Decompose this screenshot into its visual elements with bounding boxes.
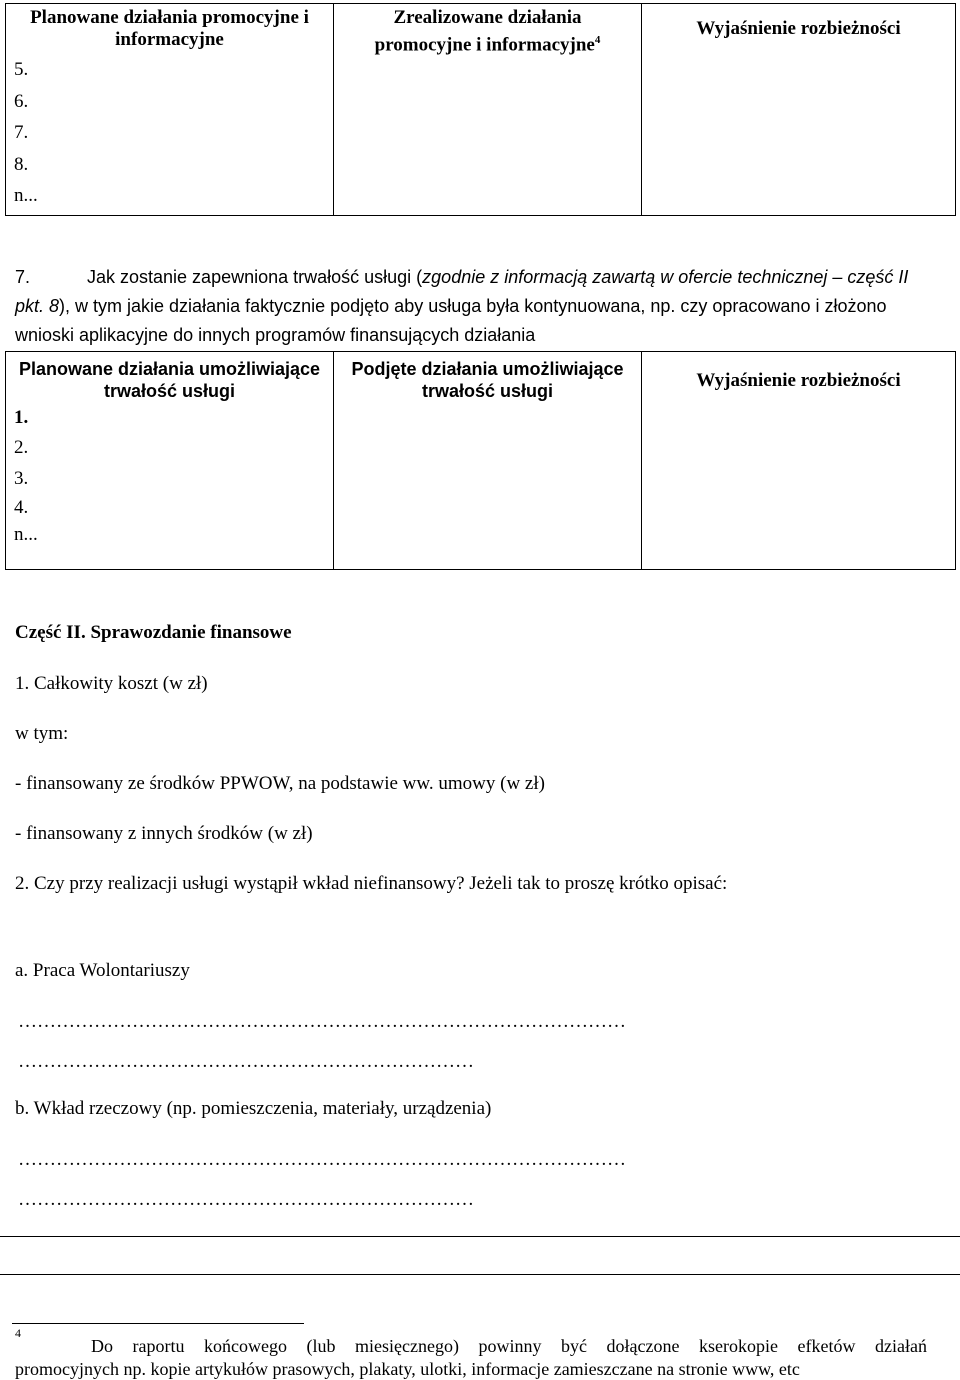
list-item: 3. bbox=[14, 468, 29, 489]
label-w-tym: w tym: bbox=[15, 723, 69, 744]
planned-promo-list bbox=[6, 54, 333, 212]
header-done-promo bbox=[334, 4, 641, 56]
footnote-line-2: promocyjnych np. kopie artykułów prasowych, plakaty, ulotki, informacje zamieszczane na stronie www, etc bbox=[15, 1359, 800, 1379]
dotted-line-b2: ……………………………………………………………… bbox=[18, 1189, 474, 1210]
label-other-funding: - finansowany z innych środków (w zł) bbox=[15, 823, 313, 844]
label-in-kind: b. Wkład rzeczowy (np. pomieszczenia, materiały, urządzenia) bbox=[15, 1098, 492, 1119]
question-total-cost: 1. Całkowity koszt (w zł) bbox=[15, 673, 208, 694]
list-item: 5. bbox=[14, 59, 29, 80]
part-2-title: Część II. Sprawozdanie finansowe bbox=[15, 622, 292, 643]
dotted-line-a1: …………………………………………………………………………………… bbox=[18, 1011, 626, 1032]
dotted-line-b1: …………………………………………………………………………………… bbox=[18, 1149, 626, 1170]
list-item: 8. bbox=[14, 153, 29, 175]
list-item: 1. bbox=[14, 407, 29, 428]
section-7-text bbox=[15, 263, 940, 350]
section-7-text-italic: zgodnie z informacją zawartą w ofercie technicznej – część II pkt. 8 bbox=[15, 267, 909, 316]
label-volunteer-work: a. Praca Wolontariuszy bbox=[15, 960, 190, 981]
rule-2 bbox=[0, 1274, 960, 1275]
footnote-ref: 4 bbox=[594, 34, 601, 46]
footnote-separator bbox=[12, 1323, 304, 1324]
header-planned-durability: Planowane działania umożliwiające trwałość usługi bbox=[18, 359, 321, 401]
list-item: 6. bbox=[14, 90, 29, 112]
rule-1 bbox=[0, 1236, 960, 1237]
table-durability-col-done bbox=[334, 352, 642, 570]
table-promotion-col-done bbox=[334, 4, 642, 216]
dotted-line-a2: ……………………………………………………………… bbox=[18, 1051, 474, 1072]
list-item: 4. bbox=[14, 497, 29, 518]
footnote-line-1: Do raportu końcowego (lub miesięcznego) powinny być dołączone kserokopie efketów działań bbox=[91, 1336, 927, 1356]
section-7-number: 7. bbox=[15, 267, 31, 287]
table-promotion bbox=[5, 3, 956, 216]
header-explanation-2: Wyjaśnienie rozbieżności bbox=[696, 370, 901, 391]
table-durability-col-explanation bbox=[642, 352, 956, 570]
table-durability bbox=[5, 351, 956, 570]
header-done-promo-text: Zrealizowane działania promocyjne i informacyjne bbox=[374, 7, 595, 56]
list-item: 2. bbox=[14, 437, 29, 458]
table-durability-col-planned bbox=[6, 352, 334, 570]
header-planned-promo: Planowane działania promocyjne i informacyjne bbox=[30, 7, 309, 50]
section-7-text-b: ), w tym jakie działania faktycznie podjęto aby usługa była kontynuowana, np. czy opracowano i złożono wnioski aplikacyjne do innych programów finansujących działania bbox=[15, 296, 887, 345]
planned-durability-list bbox=[6, 403, 333, 549]
list-item: n... bbox=[14, 524, 38, 545]
header-done-durability: Podjęte działania umożliwiające trwałość usługi bbox=[351, 359, 624, 401]
section-7-text-a: Jak zostanie zapewniona trwałość usługi ( bbox=[87, 267, 423, 287]
label-ppwow-funding: - finansowany ze środków PPWOW, na podstawie ww. umowy (w zł) bbox=[15, 773, 545, 794]
header-explanation-1: Wyjaśnienie rozbieżności bbox=[696, 18, 901, 39]
table-promotion-col-planned bbox=[6, 4, 334, 216]
table-promotion-col-explanation bbox=[642, 4, 956, 216]
question-non-financial: 2. Czy przy realizacji usługi wystąpił wkład niefinansowy? Jeżeli tak to proszę krótko opisać: bbox=[15, 873, 728, 894]
list-item: n... bbox=[14, 185, 38, 206]
footnote-number: 4 bbox=[15, 1326, 21, 1340]
list-item: 7. bbox=[14, 122, 29, 143]
